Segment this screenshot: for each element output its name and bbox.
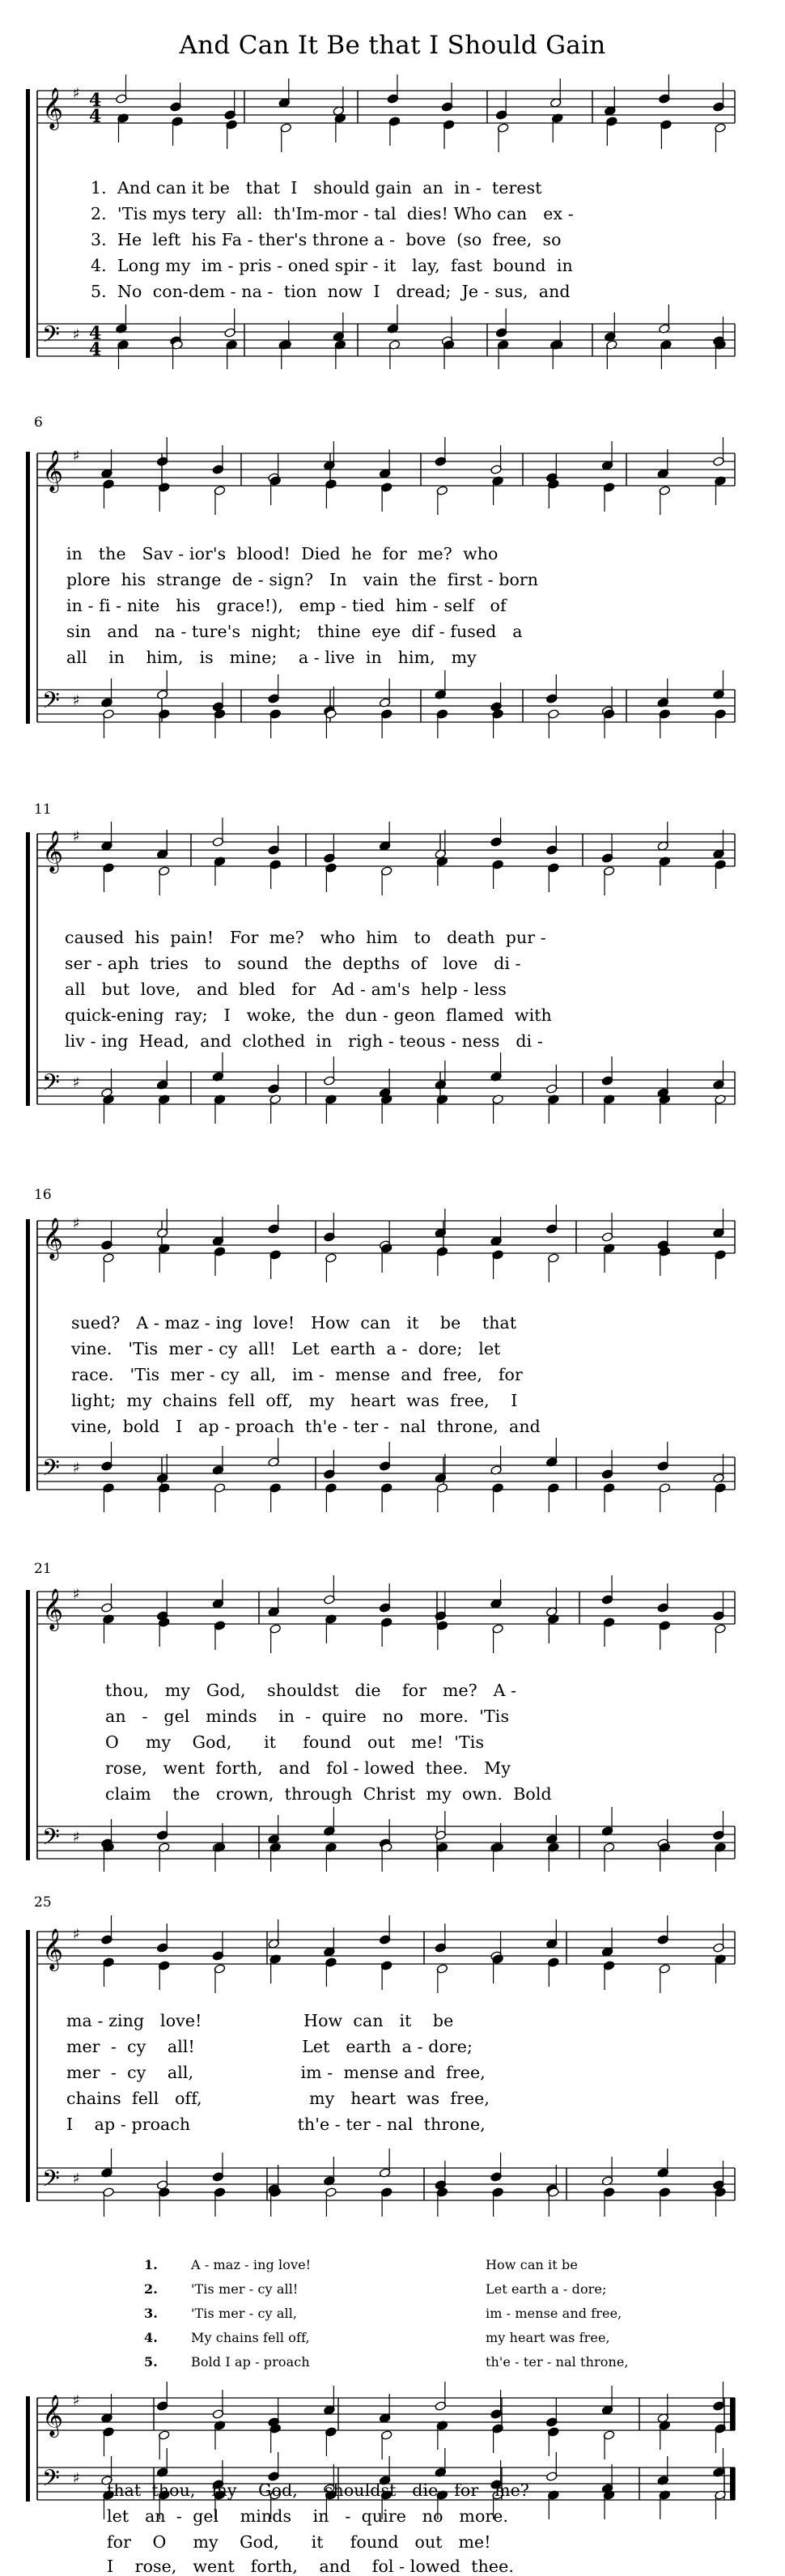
sharp-icon: ♯	[73, 1215, 80, 1232]
lyric-line: sued? A - maz - ing love! How can it be that	[71, 1313, 517, 1333]
bass-lyric: im - mense and free,	[486, 2306, 622, 2321]
lyric-line: 4. Long my im - pris - oned spir - it lay, fast bound in	[91, 256, 573, 275]
lyric-line: I rose, went forth, and fol - lowed thee.	[107, 2557, 514, 2576]
time-signature-top: 4	[89, 323, 102, 344]
lyric-line: an - gel minds in - quire no more. 'Tis	[105, 1707, 510, 1726]
time-signature-bottom: 4	[89, 106, 102, 127]
lyric-line: claim the crown, through Christ my own. Bold	[105, 1784, 552, 1804]
lyric-line: thou, my God, shouldst die for me? A -	[105, 1681, 517, 1700]
sharp-icon: ♯	[73, 1074, 80, 1091]
lyric-line: rose, went forth, and fol - lowed thee. My	[105, 1758, 511, 1778]
treble-clef: 𝄞	[42, 2395, 64, 2436]
lyric-line: 5. No con-dem - na - tion now I dread; Je - sus, and	[91, 282, 571, 301]
system-bracket	[26, 1590, 30, 1860]
verse-number: 3.	[144, 2306, 158, 2321]
sharp-icon: ♯	[73, 2392, 80, 2409]
time-signature-bottom: 4	[89, 339, 102, 360]
lyric-line: 1. And can it be that I should gain an in - terest	[91, 178, 542, 198]
sharp-icon: ♯	[73, 1586, 80, 1603]
bass-lyric: th'e - ter - nal throne,	[486, 2354, 629, 2370]
lyric-line: all but love, and bled for Ad - am's help - less	[65, 980, 507, 999]
sharp-icon: ♯	[73, 1460, 80, 1477]
verse-number: 5.	[144, 2354, 158, 2370]
hymn-title: And Can It Be that I Should Gain	[179, 31, 606, 60]
bass-lyric: My chains fell off,	[191, 2330, 310, 2345]
treble-clef: 𝄞	[42, 1218, 64, 1259]
verse-number: 1.	[144, 2257, 158, 2272]
lyric-line: caused his pain! For me? who him to death pur -	[65, 928, 546, 947]
verse-number: 2.	[144, 2281, 158, 2297]
sharp-icon: ♯	[73, 1926, 80, 1943]
measure-number: 16	[34, 1187, 52, 1203]
time-signature-top: 4	[89, 90, 102, 111]
lyric-line: chains fell off, my heart was free,	[66, 2089, 490, 2108]
bass-lyric: How can it be	[486, 2257, 578, 2272]
treble-clef: 𝄞	[42, 831, 64, 872]
treble-clef: 𝄞	[42, 1588, 64, 1630]
sharp-icon: ♯	[73, 326, 80, 343]
treble-clef: 𝄞	[42, 1928, 64, 1970]
lyric-line: mer - cy all, im - mense and free,	[66, 2063, 486, 2082]
lyric-line: sin and na - ture's night; thine eye dif - fused a	[66, 622, 523, 641]
lyric-line: quick-ening ray; I woke, the dun - geon flamed with	[65, 1005, 552, 1025]
lyric-line: O my God, it found out me! 'Tis	[105, 1732, 485, 1752]
sharp-icon: ♯	[73, 2470, 80, 2487]
system-bracket	[26, 1930, 30, 2202]
verse-number: 4.	[144, 2330, 158, 2345]
bass-clef: 𝄢	[42, 321, 60, 354]
measure-number: 11	[34, 801, 52, 818]
sharp-icon: ♯	[73, 85, 80, 102]
bass-lyric: A - maz - ing love!	[191, 2257, 312, 2272]
system-bracket	[26, 1219, 30, 1491]
bass-lyric: Let earth a - dore;	[486, 2281, 607, 2297]
lyric-line: in the Sav - ior's blood! Died he for me? who	[66, 544, 499, 563]
lyric-line: all in him, is mine; a - live in him, my	[66, 648, 477, 667]
bass-lyric: 'Tis mer - cy all,	[191, 2306, 298, 2321]
final-barline	[730, 2398, 735, 2430]
sharp-icon: ♯	[73, 2170, 80, 2187]
lyric-line: light; my chains fell off, my heart was free, I	[71, 1391, 518, 1410]
lyric-line: mer - cy all! Let earth a - dore;	[66, 2037, 473, 2056]
sharp-icon: ♯	[73, 1829, 80, 1846]
lyric-line: vine. 'Tis mer - cy all! Let earth a - dore; let	[71, 1339, 501, 1358]
treble-clef: 𝄞	[42, 450, 64, 491]
bass-clef: 𝄢	[42, 1455, 60, 1487]
treble-clef: 𝄞	[42, 87, 64, 129]
system-bracket	[26, 2396, 30, 2502]
lyric-line: race. 'Tis mer - cy all, im - mense and free, for	[71, 1365, 523, 1384]
lyric-line: ma - zing love! How can it be	[66, 2011, 454, 2030]
bass-clef: 𝄢	[42, 687, 60, 720]
bass-clef: 𝄢	[42, 1069, 60, 1102]
bass-clef: 𝄢	[42, 1824, 60, 1856]
lyric-line: in - fi - nite his grace!), emp - tied him - self of	[66, 596, 507, 615]
sharp-icon: ♯	[73, 828, 80, 845]
lyric-line: that thou, my God, shouldst die for me?	[107, 2480, 529, 2500]
lyric-line: I ap - proach th'e - ter - nal throne,	[66, 2115, 486, 2134]
bass-clef: 𝄢	[42, 2166, 60, 2198]
final-barline	[730, 2468, 735, 2500]
bass-lyric: Bold I ap - proach	[191, 2354, 310, 2370]
lyric-line: ser - aph tries to sound the depths of love di -	[65, 954, 521, 973]
system-bracket	[26, 832, 30, 1106]
system-bracket	[26, 89, 30, 358]
lyric-line: 2. 'Tis mys tery all: th'Im-mor - tal dies! Who can ex -	[91, 204, 574, 223]
bass-clef: 𝄢	[42, 2465, 60, 2497]
system-bracket	[26, 452, 30, 724]
lyric-line: vine, bold I ap - proach th'e - ter - nal throne, and	[71, 1417, 541, 1436]
lyric-line: liv - ing Head, and clothed in righ - teous - ness di -	[65, 1031, 543, 1051]
lyric-line: let an - gel minds in - quire no more.	[107, 2506, 509, 2526]
lyric-line: plore his strange de - sign? In vain the first - born	[66, 570, 539, 589]
lyric-line: for O my God, it found out me!	[107, 2532, 491, 2552]
sharp-icon: ♯	[73, 448, 80, 465]
sharp-icon: ♯	[73, 692, 80, 709]
bass-lyric: my heart was free,	[486, 2330, 610, 2345]
lyric-line: 3. He left his Fa - ther's throne a - bove (so free, so	[91, 230, 562, 249]
bass-lyric: 'Tis mer - cy all!	[191, 2281, 299, 2297]
measure-number: 21	[34, 1561, 52, 1577]
measure-number: 6	[34, 414, 43, 431]
measure-number: 25	[34, 1894, 52, 1911]
